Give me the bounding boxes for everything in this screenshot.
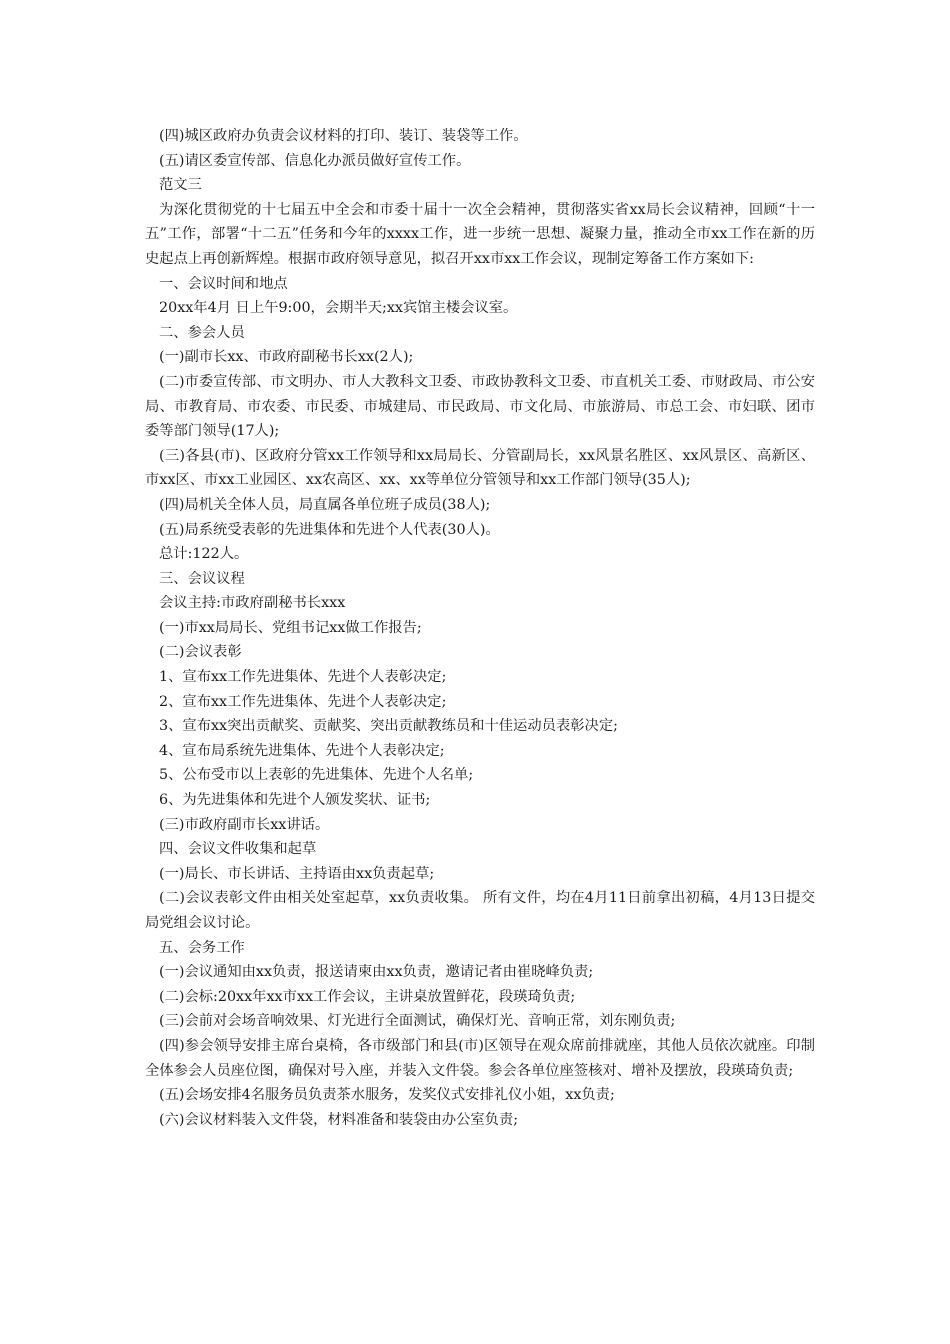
list-item: 4、宣布局系统先进集体、先进个人表彰决定;: [159, 742, 445, 759]
paragraph: (六)会议材料装入文件袋，材料准备和装袋由办公室负责;: [159, 1111, 519, 1128]
section-heading: 一、会议时间和地点: [159, 275, 288, 292]
section-heading: 范文三: [159, 177, 202, 194]
paragraph: (二)会标:20xx年xx市xx工作会议，主讲桌放置鲜花，段瑛琦负责;: [159, 988, 576, 1005]
paragraph: 为深化贯彻党的十七届五中全会和市委十届十一次全会精神，贯彻落实省xx局长会议精神，回顾“十一五”工作，部署“十二五”任务和今年的xxxx工作，进一步统一思想、凝聚力量，推动全市xx工作在新的历史起点上再创新辉煌。根据市政府领导意见，拟召开xx市xx工作会议，现制定筹备工作方案如下:: [145, 201, 815, 267]
paragraph: (五)会场安排4名服务员负责茶水服务，发奖仪式安排礼仪小姐，xx负责;: [159, 1087, 615, 1104]
paragraph: (二)会议表彰文件由相关处室起草，xx负责收集。 所有文件，均在4月11日前拿出初稿，4月13日提交局党组会议讨论。: [145, 890, 815, 931]
section-heading: 二、参会人员: [159, 324, 245, 341]
list-item: 5、公布受市以上表彰的先进集体、先进个人名单;: [159, 767, 474, 784]
paragraph: (二)会议表彰: [159, 644, 242, 661]
paragraph: 20xx年4月 日上午9:00，会期半天;xx宾馆主楼会议室。: [159, 300, 518, 317]
paragraph: 会议主持:市政府副秘书长xxx: [159, 595, 346, 612]
section-heading: 四、会议文件收集和起草: [159, 841, 317, 858]
paragraph: (二)市委宣传部、市文明办、市人大教科文卫委、市政协教科文卫委、市直机关工委、市财政局、市公安局、市教育局、市农委、市民委、市城建局、市民政局、市文化局、市旅游局、市总工会、市妇联、团市委等部门领导(17人);: [145, 373, 815, 440]
section-heading: 五、会务工作: [159, 939, 245, 956]
list-item: 3、宣布xx突出贡献奖、贡献奖、突出贡献教练员和十佳运动员表彰决定;: [159, 718, 618, 735]
list-item: 2、宣布xx工作先进集体、先进个人表彰决定;: [159, 693, 447, 710]
paragraph: (四)城区政府办负责会议材料的打印、装订、装袋等工作。: [159, 128, 528, 144]
paragraph: (一)局长、市长讲话、主持语由xx负责起草;: [159, 865, 435, 882]
paragraph: (一)市xx局局长、党组书记xx做工作报告;: [159, 619, 422, 636]
paragraph: (三)会前对会场音响效果、灯光进行全面测试，确保灯光、音响正常，刘东刚负责;: [159, 1013, 676, 1030]
paragraph: (四)参会领导安排主席台桌椅，各市级部门和县(市)区领导在观众席前排就座，其他人员依次就座。印制全体参会人员座位图，确保对号入座，并装入文件袋。参会各单位座签核对、增补及摆放，段瑛琦负责;: [145, 1037, 815, 1079]
paragraph: (五)请区委宣传部、信息化办派员做好宣传工作。: [159, 152, 471, 169]
paragraph: (三)各县(市)、区政府分管xx工作领导和xx局局长、分管副局长，xx风景名胜区、xx风景区、高新区、市xx区、市xx工业园区、xx农高区、xx、xx等单位分管领导和xx工作部门领导(35人);: [145, 447, 815, 489]
list-item: 6、为先进集体和先进个人颁发奖状、证书;: [159, 792, 431, 809]
document-body: [145, 124, 815, 1132]
paragraph: (五)局系统受表彰的先进集体和先进个人代表(30人)。: [159, 521, 500, 538]
paragraph: (四)局机关全体人员，局直属各单位班子成员(38人);: [159, 496, 491, 513]
list-item: 1、宣布xx工作先进集体、先进个人表彰决定;: [159, 669, 447, 686]
paragraph: (一)副市长xx、市政府副秘书长xx(2人);: [159, 349, 414, 366]
section-heading: 三、会议议程: [159, 570, 245, 587]
paragraph: (一)会议通知由xx负责，报送请柬由xx负责，邀请记者由崔晓峰负责;: [159, 964, 594, 981]
paragraph: 总计:122人。: [159, 546, 249, 563]
paragraph: (三)市政府副市长xx讲话。: [159, 816, 330, 833]
